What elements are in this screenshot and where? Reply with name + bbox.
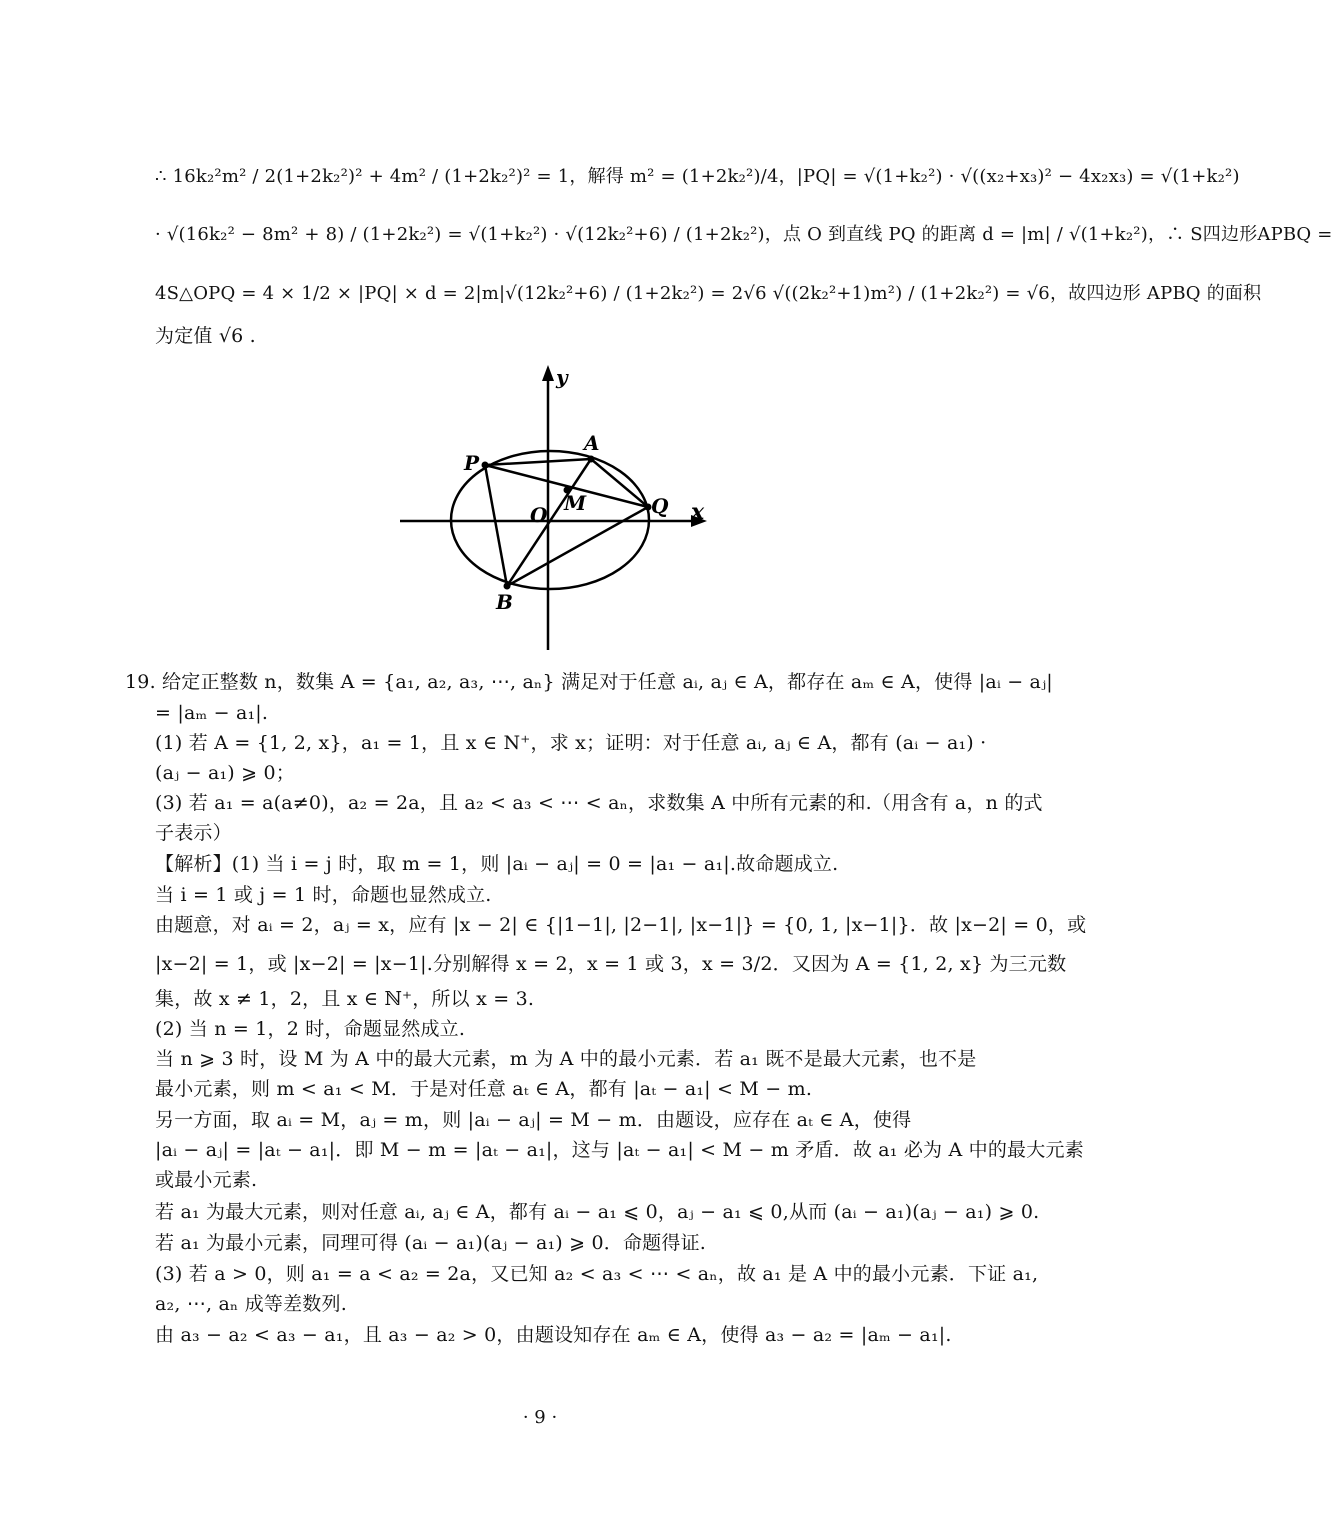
- analysis-line-2: 当 i = 1 或 j = 1 时，命题也显然成立.: [155, 884, 492, 906]
- analysis-line-8: 最小元素，则 m < a₁ < M．于是对任意 aₜ ∈ A，都有 |aₜ − a₁| < M − m.: [155, 1078, 813, 1100]
- analysis-line-5: 集，故 x ≠ 1，2，且 x ∈ ℕ⁺，所以 x = 3.: [155, 988, 535, 1010]
- label-b: B: [496, 590, 513, 614]
- problem19-line-1: 19. 给定正整数 n，数集 A = {a₁, a₂, a₃, ⋯, aₙ} 满足对于任意 aᵢ, aⱼ ∈ A，都存在 aₘ ∈ A，使得 |aᵢ − aⱼ|: [125, 671, 1053, 693]
- label-a: A: [584, 431, 600, 455]
- label-o: O: [530, 503, 548, 527]
- label-p: P: [464, 451, 480, 475]
- analysis-line-6: (2) 当 n = 1，2 时，命题显然成立.: [155, 1018, 466, 1040]
- analysis-line-9: 另一方面，取 aᵢ = M，aⱼ = m，则 |aᵢ − aⱼ| = M − m．由题设，应存在 aₜ ∈ A，使得: [155, 1109, 912, 1131]
- label-x: x: [691, 499, 705, 525]
- point-b: [504, 583, 511, 590]
- analysis-line-14: (3) 若 a > 0，则 a₁ = a < a₂ = 2a，又已知 a₂ < a₃ < ⋯ < aₙ，故 a₁ 是 A 中的最小元素．下证 a₁,: [155, 1263, 1039, 1285]
- segment-pb: [485, 465, 507, 586]
- analysis-line-10: |aᵢ − aⱼ| = |aₜ − a₁|．即 M − m = |aₜ − a₁|，这与 |aₜ − a₁| < M − m 矛盾．故 a₁ 必为 A 中的最大元素: [155, 1139, 1084, 1161]
- page-number: · 9 ·: [522, 1407, 558, 1428]
- problem19-line-5: (3) 若 a₁ = a(a≠0)，a₂ = 2a，且 a₂ < a₃ < ⋯ < aₙ，求数集 A 中所有元素的和.（用含有 a，n 的式: [155, 792, 1043, 814]
- problem19-line-4: (aⱼ − a₁) ⩾ 0；: [155, 762, 296, 784]
- y-axis-arrow: [542, 365, 554, 381]
- analysis-line-12: 若 a₁ 为最大元素，则对任意 aᵢ, aⱼ ∈ A，都有 aᵢ − a₁ ⩽ 0，aⱼ − a₁ ⩽ 0,从而 (aᵢ − a₁)(aⱼ − a₁) ⩾ 0.: [155, 1201, 1040, 1223]
- ellipse-figure: [395, 362, 735, 652]
- analysis-line-1: 【解析】(1) 当 i = j 时，取 m = 1，则 |aᵢ − aⱼ| = 0 = |a₁ − a₁|.故命题成立.: [155, 853, 839, 875]
- problem19-line-3: (1) 若 A = {1, 2, x}，a₁ = 1，且 x ∈ N⁺，求 x；证明：对于任意 aᵢ, aⱼ ∈ A，都有 (aᵢ − a₁) ·: [155, 732, 987, 754]
- analysis-line-11: 或最小元素.: [155, 1169, 258, 1191]
- label-y: y: [556, 365, 568, 389]
- analysis-line-16: 由 a₃ − a₂ < a₃ − a₁，且 a₃ − a₂ > 0，由题设知存在 aₘ ∈ A，使得 a₃ − a₂ = |aₘ − a₁|.: [155, 1324, 952, 1346]
- point-a: [588, 456, 595, 463]
- solution-line-4: 为定值 √6 .: [155, 325, 256, 347]
- problem19-line-6: 子表示）: [155, 822, 232, 844]
- solution-line-3: 4S△OPQ = 4 × 1/2 × |PQ| × d = 2|m|√(12k₂²+6) / (1+2k₂²) = 2√6 √((2k₂²+1)m²) / (1+2k₂²) = √6，故四边形 APBQ 的面积: [155, 283, 1262, 304]
- solution-line-1: ∴ 16k₂²m² / 2(1+2k₂²)² + 4m² / (1+2k₂²)² = 1，解得 m² = (1+2k₂²)/4，|PQ| = √(1+k₂²) · √((x₂+x₃)² − 4x₂x₃) = √(1+k₂²): [155, 166, 1240, 187]
- analysis-line-4: |x−2| = 1，或 |x−2| = |x−1|.分别解得 x = 2，x = 1 或 3，x = 3/2．又因为 A = {1, 2, x} 为三元数: [155, 953, 1067, 975]
- segment-bq: [507, 507, 648, 586]
- point-p: [482, 462, 489, 469]
- analysis-line-7: 当 n ⩾ 3 时，设 M 为 A 中的最大元素，m 为 A 中的最小元素．若 a₁ 既不是最大元素，也不是: [155, 1048, 977, 1070]
- problem19-line-2: = |aₘ − a₁|.: [155, 702, 269, 724]
- solution-line-2: · √(16k₂² − 8m² + 8) / (1+2k₂²) = √(1+k₂²) · √(12k₂²+6) / (1+2k₂²)，点 O 到直线 PQ 的距离 d = |m| / √(1+k₂²)，∴ S四边形APBQ =: [155, 224, 1333, 245]
- label-m: M: [564, 491, 587, 515]
- analysis-line-13: 若 a₁ 为最小元素，同理可得 (aᵢ − a₁)(aⱼ − a₁) ⩾ 0．命题得证.: [155, 1232, 707, 1254]
- label-q: Q: [651, 494, 669, 518]
- analysis-line-3: 由题意，对 aᵢ = 2，aⱼ = x，应有 |x − 2| ∈ {|1−1|, |2−1|, |x−1|} = {0, 1, |x−1|}．故 |x−2| = 0，或: [155, 914, 1087, 936]
- analysis-line-15: a₂, ⋯, aₙ 成等差数列.: [155, 1293, 347, 1315]
